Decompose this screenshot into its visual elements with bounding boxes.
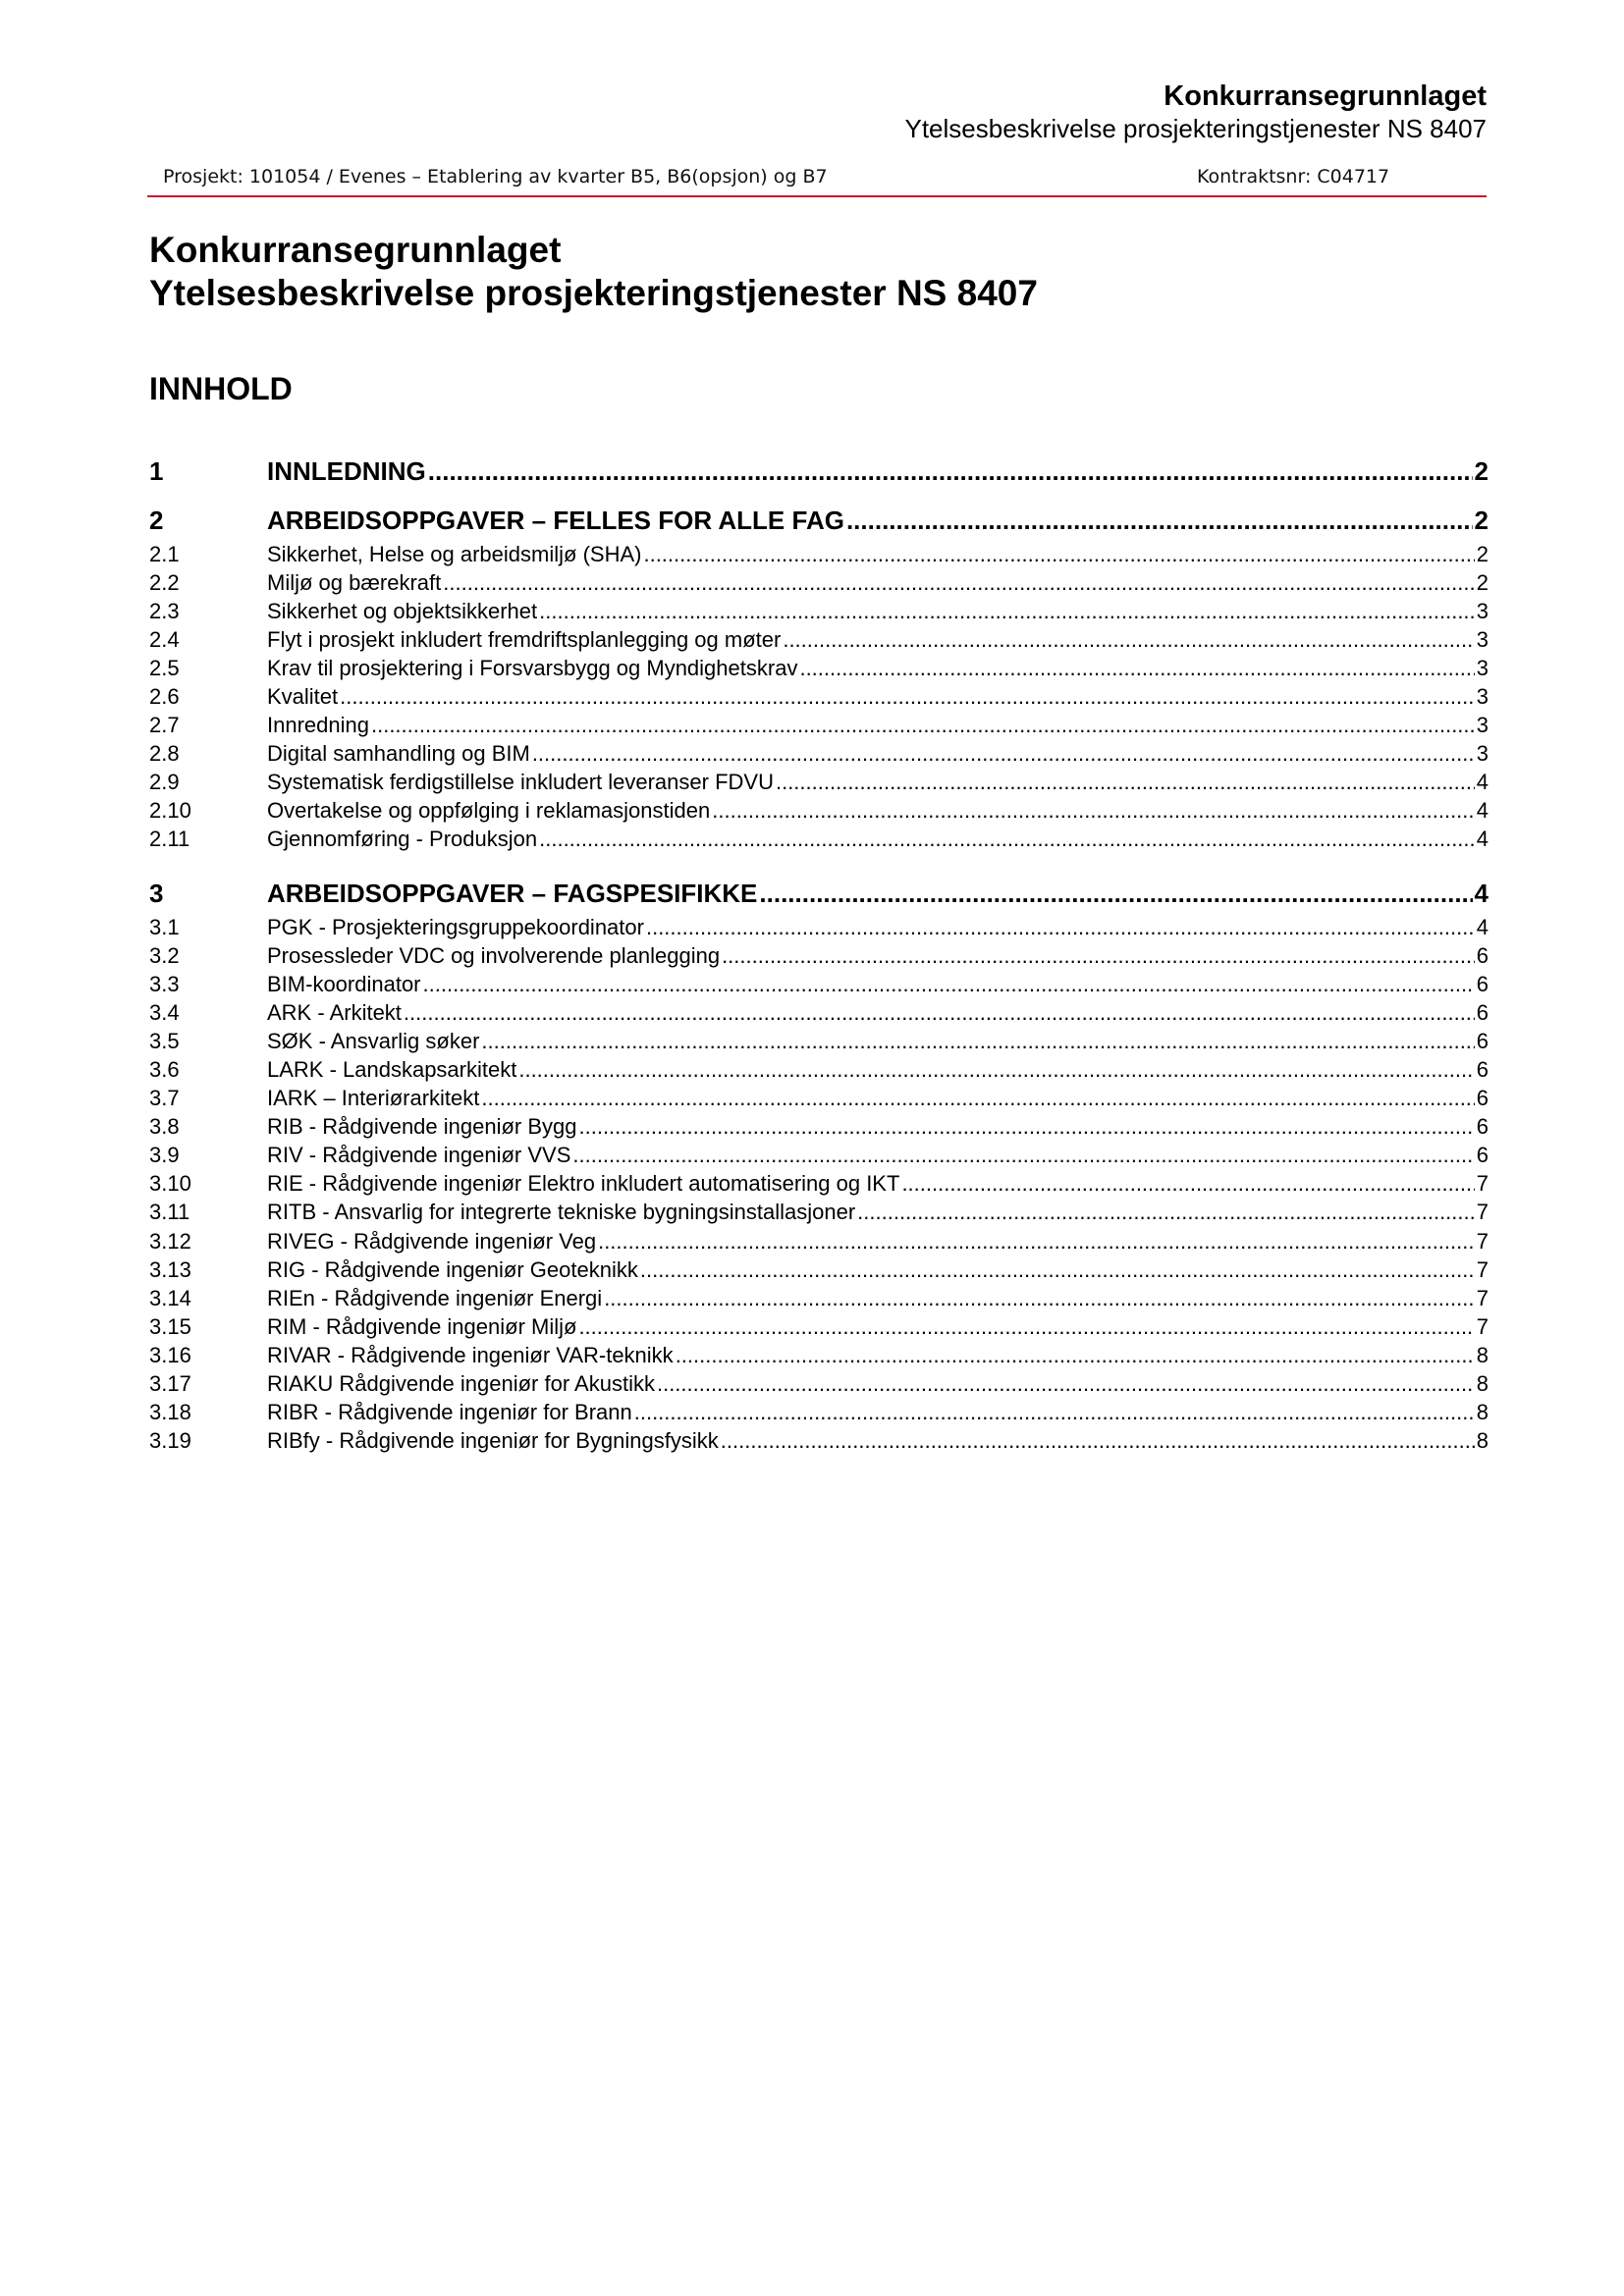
toc-entry-page: 4 xyxy=(1476,915,1489,939)
document-title xyxy=(149,229,1038,315)
toc-entry-page: 8 xyxy=(1476,1343,1489,1367)
toc-entry-number: 3.6 xyxy=(149,1057,180,1082)
toc-entry-title: ARBEIDSOPPGAVER – FELLES FOR ALLE FAG xyxy=(267,506,844,535)
toc-entry-section[interactable] xyxy=(149,1027,1489,1055)
toc-entry-number: 3.19 xyxy=(149,1428,191,1453)
toc-entry-number: 1 xyxy=(149,456,164,486)
toc-entry-number: 2.3 xyxy=(149,599,180,623)
toc-entry-section[interactable] xyxy=(149,1341,1489,1369)
header-title: Konkurransegrunnlaget xyxy=(1164,80,1487,112)
toc-entry-number: 2.11 xyxy=(149,827,190,851)
toc-entry-page: 7 xyxy=(1476,1286,1489,1310)
toc-entry-title: RIEn - Rådgivende ingeniør Energi xyxy=(267,1286,603,1310)
toc-entry-title: Systematisk ferdigstillelse inkludert leveranser FDVU xyxy=(267,770,774,794)
toc-entry-page: 6 xyxy=(1476,943,1489,968)
document-title-line-2: Ytelsesbeskrivelse prosjekteringstjenester NS 8407 xyxy=(149,273,1038,313)
header-project: Prosjekt: 101054 / Evenes – Etablering av kvarter B5, B6(opsjon) og B7 xyxy=(163,166,828,187)
toc-entry-number: 3.3 xyxy=(149,972,180,996)
toc-entry-page: 3 xyxy=(1476,599,1489,623)
toc-entry-number: 3.10 xyxy=(149,1171,191,1196)
toc-dot-leader xyxy=(443,568,1474,597)
toc-entry-title: SØK - Ansvarlig søker xyxy=(267,1029,480,1053)
toc-entry-section[interactable] xyxy=(149,1112,1489,1141)
toc-entry-section[interactable] xyxy=(149,540,1489,568)
toc-entry-number: 3.14 xyxy=(149,1286,191,1310)
toc-dot-leader xyxy=(518,1055,1474,1084)
toc-entry-section[interactable] xyxy=(149,625,1489,654)
toc-entry-title: Krav til prosjektering i Forsvarsbygg og Myndighetskrav xyxy=(267,656,798,680)
toc-dot-leader xyxy=(481,1084,1474,1112)
toc-entry-title: RITB - Ansvarlig for integrerte tekniske bygningsinstallasjoner xyxy=(267,1200,856,1224)
toc-entry-page: 2 xyxy=(1476,570,1489,595)
toc-dot-leader xyxy=(579,1112,1475,1141)
toc-entry-number: 2.4 xyxy=(149,627,180,652)
toc-entry-number: 3.8 xyxy=(149,1114,180,1139)
toc-entry-title: RIM - Rådgivende ingeniør Miljø xyxy=(267,1314,577,1339)
toc-entry-title: ARK - Arkitekt xyxy=(267,1000,402,1025)
toc-entry-page: 2 xyxy=(1474,506,1489,535)
toc-entry-page: 4 xyxy=(1476,827,1489,851)
toc-entry-title: Flyt i prosjekt inkludert fremdriftsplanlegging og møter xyxy=(267,627,782,652)
toc-dot-leader xyxy=(539,597,1475,625)
toc-entry-title: Prosessleder VDC og involverende planlegging xyxy=(267,943,721,968)
toc-entry-section[interactable] xyxy=(149,796,1489,825)
toc-dot-leader xyxy=(371,711,1475,739)
toc-entry-title: Sikkerhet og objektsikkerhet xyxy=(267,599,538,623)
toc-entry-section[interactable] xyxy=(149,1198,1489,1226)
toc-dot-leader xyxy=(481,1027,1474,1055)
toc-entry-number: 2.9 xyxy=(149,770,180,794)
toc-entry-number: 3.17 xyxy=(149,1371,191,1396)
toc-dot-leader xyxy=(643,540,1474,568)
toc-entry-number: 3.5 xyxy=(149,1029,180,1053)
toc-entry-number: 2.7 xyxy=(149,713,180,737)
toc-entry-title: LARK - Landskapsarkitekt xyxy=(267,1057,517,1082)
toc-entry-chapter[interactable] xyxy=(149,454,1489,488)
toc-dot-leader xyxy=(646,913,1475,941)
toc-entry-section[interactable] xyxy=(149,682,1489,711)
toc-entry-section[interactable] xyxy=(149,1084,1489,1112)
toc-entry-title: Gjennomføring - Produksjon xyxy=(267,827,538,851)
toc-entry-title: BIM-koordinator xyxy=(267,972,421,996)
toc-entry-number: 3.11 xyxy=(149,1200,190,1224)
toc-dot-leader xyxy=(759,877,1472,910)
toc-entry-title: RIE - Rådgivende ingeniør Elektro inkludert automatisering og IKT xyxy=(267,1171,900,1196)
toc-entry-title: Miljø og bærekraft xyxy=(267,570,442,595)
toc-entry-title: PGK - Prosjekteringsgruppekoordinator xyxy=(267,915,644,939)
toc-entry-section[interactable] xyxy=(149,1141,1489,1169)
toc-heading: INNHOLD xyxy=(149,371,293,406)
toc-entry-section[interactable] xyxy=(149,825,1489,853)
toc-dot-leader xyxy=(404,998,1475,1027)
toc-entry-number: 3.16 xyxy=(149,1343,191,1367)
toc-entry-title: RIVAR - Rådgivende ingeniør VAR-teknikk xyxy=(267,1343,674,1367)
toc-entry-title: Overtakelse og oppfølging i reklamasjonstiden xyxy=(267,798,711,823)
toc-entry-page: 8 xyxy=(1476,1400,1489,1424)
toc-dot-leader xyxy=(532,739,1475,768)
toc-entry-section[interactable] xyxy=(149,1312,1489,1341)
toc-dot-leader xyxy=(640,1255,1475,1284)
toc-entry-section[interactable] xyxy=(149,970,1489,998)
toc-entry-number: 3.18 xyxy=(149,1400,191,1424)
toc-dot-leader xyxy=(799,654,1474,682)
toc-entry-chapter[interactable] xyxy=(149,504,1489,537)
toc-entry-section[interactable] xyxy=(149,711,1489,739)
toc-entry-section[interactable] xyxy=(149,597,1489,625)
document-title-line-1: Konkurransegrunnlaget xyxy=(149,230,562,270)
toc-entry-page: 4 xyxy=(1476,798,1489,823)
toc-entry-page: 7 xyxy=(1476,1171,1489,1196)
toc-entry-number: 3.1 xyxy=(149,915,180,939)
toc-entry-number: 2.10 xyxy=(149,798,191,823)
toc-entry-page: 4 xyxy=(1474,879,1489,908)
header-subtitle: Ytelsesbeskrivelse prosjekteringstjenester NS 8407 xyxy=(904,114,1487,143)
toc-entry-section[interactable] xyxy=(149,654,1489,682)
toc-entry-section[interactable] xyxy=(149,568,1489,597)
toc-dot-leader xyxy=(598,1227,1475,1255)
toc-entry-section[interactable] xyxy=(149,1284,1489,1312)
toc-entry-section[interactable] xyxy=(149,739,1489,768)
toc-entry-page: 3 xyxy=(1476,741,1489,766)
toc-entry-number: 3 xyxy=(149,879,164,908)
toc-entry-number: 3.15 xyxy=(149,1314,191,1339)
toc-dot-leader xyxy=(857,1198,1475,1226)
toc-entry-title: IARK – Interiørarkitekt xyxy=(267,1086,480,1110)
toc-entry-number: 2.6 xyxy=(149,684,180,709)
toc-entry-section[interactable] xyxy=(149,1426,1489,1455)
toc-entry-section[interactable] xyxy=(149,998,1489,1027)
toc-entry-page: 3 xyxy=(1476,656,1489,680)
toc-entry-page: 4 xyxy=(1476,770,1489,794)
toc-entry-section[interactable] xyxy=(149,1398,1489,1426)
toc-entry-page: 2 xyxy=(1474,456,1489,486)
toc-entry-title: RIBR - Rådgivende ingeniør for Brann xyxy=(267,1400,632,1424)
toc-entry-page: 2 xyxy=(1476,542,1489,566)
toc-entry-section[interactable] xyxy=(149,768,1489,796)
toc-entry-title: Sikkerhet, Helse og arbeidsmiljø (SHA) xyxy=(267,542,642,566)
toc-entry-section[interactable] xyxy=(149,941,1489,970)
toc-entry-page: 6 xyxy=(1476,1000,1489,1025)
toc-dot-leader xyxy=(657,1369,1475,1398)
toc-dot-leader xyxy=(783,625,1474,654)
toc-dot-leader xyxy=(712,796,1475,825)
toc-entry-section[interactable] xyxy=(149,1255,1489,1284)
toc-entry-page: 8 xyxy=(1476,1371,1489,1396)
toc-entry-section[interactable] xyxy=(149,1227,1489,1255)
toc-dot-leader xyxy=(776,768,1475,796)
toc-entry-page: 6 xyxy=(1476,1057,1489,1082)
toc-entry-title: RIB - Rådgivende ingeniør Bygg xyxy=(267,1114,577,1139)
toc-entry-number: 3.4 xyxy=(149,1000,180,1025)
toc-entry-page: 6 xyxy=(1476,1143,1489,1167)
toc-entry-page: 6 xyxy=(1476,1114,1489,1139)
toc-entry-number: 2.8 xyxy=(149,741,180,766)
toc-entry-section[interactable] xyxy=(149,1169,1489,1198)
toc-dot-leader xyxy=(340,682,1475,711)
toc-dot-leader xyxy=(901,1169,1474,1198)
toc-entry-page: 7 xyxy=(1476,1257,1489,1282)
toc-entry-page: 6 xyxy=(1476,972,1489,996)
toc-entry-number: 3.7 xyxy=(149,1086,180,1110)
toc-entry-title: INNLEDNING xyxy=(267,456,426,486)
toc-dot-leader xyxy=(721,1426,1475,1455)
toc-dot-leader xyxy=(722,941,1475,970)
toc-entry-number: 3.13 xyxy=(149,1257,191,1282)
toc-entry-section[interactable] xyxy=(149,913,1489,941)
toc-entry-number: 3.2 xyxy=(149,943,180,968)
toc-entry-title: RIG - Rådgivende ingeniør Geoteknikk xyxy=(267,1257,638,1282)
toc-dot-leader xyxy=(578,1312,1474,1341)
toc-entry-number: 2.2 xyxy=(149,570,180,595)
toc-dot-leader xyxy=(604,1284,1475,1312)
toc-entry-page: 7 xyxy=(1476,1229,1489,1254)
toc-entry-page: 7 xyxy=(1476,1200,1489,1224)
toc-dot-leader xyxy=(428,454,1473,488)
toc-entry-page: 8 xyxy=(1476,1428,1489,1453)
toc-entry-section[interactable] xyxy=(149,1369,1489,1398)
toc-entry-page: 6 xyxy=(1476,1029,1489,1053)
toc-entry-title: RIVEG - Rådgivende ingeniør Veg xyxy=(267,1229,597,1254)
toc-entry-page: 7 xyxy=(1476,1314,1489,1339)
toc-dot-leader xyxy=(539,825,1475,853)
toc-dot-leader xyxy=(423,970,1475,998)
toc-entry-page: 3 xyxy=(1476,627,1489,652)
toc-entry-title: RIAKU Rådgivende ingeniør for Akustikk xyxy=(267,1371,655,1396)
toc-dot-leader xyxy=(572,1141,1474,1169)
toc-dot-leader xyxy=(676,1341,1475,1369)
toc-dot-leader xyxy=(634,1398,1475,1426)
toc-entry-number: 3.9 xyxy=(149,1143,180,1167)
header-project-bar xyxy=(147,166,1487,197)
toc-entry-title: ARBEIDSOPPGAVER – FAGSPESIFIKKE xyxy=(267,879,758,908)
toc-entry-title: RIV - Rådgivende ingeniør VVS xyxy=(267,1143,571,1167)
toc-entry-section[interactable] xyxy=(149,1055,1489,1084)
toc-entry-number: 2.1 xyxy=(149,542,180,566)
toc-entry-title: Digital samhandling og BIM xyxy=(267,741,530,766)
toc-entry-number: 2 xyxy=(149,506,164,535)
toc-entry-number: 2.5 xyxy=(149,656,180,680)
toc-entry-page: 3 xyxy=(1476,713,1489,737)
toc-entry-title: RIBfy - Rådgivende ingeniør for Bygningsfysikk xyxy=(267,1428,719,1453)
toc-entry-title: Kvalitet xyxy=(267,684,339,709)
toc-entry-chapter[interactable] xyxy=(149,877,1489,910)
toc-entry-number: 3.12 xyxy=(149,1229,191,1254)
toc-entry-page: 6 xyxy=(1476,1086,1489,1110)
toc-entry-page: 3 xyxy=(1476,684,1489,709)
toc-entry-title: Innredning xyxy=(267,713,369,737)
header-contract: Kontraktsnr: C04717 xyxy=(1197,166,1390,187)
toc-dot-leader xyxy=(846,504,1473,537)
